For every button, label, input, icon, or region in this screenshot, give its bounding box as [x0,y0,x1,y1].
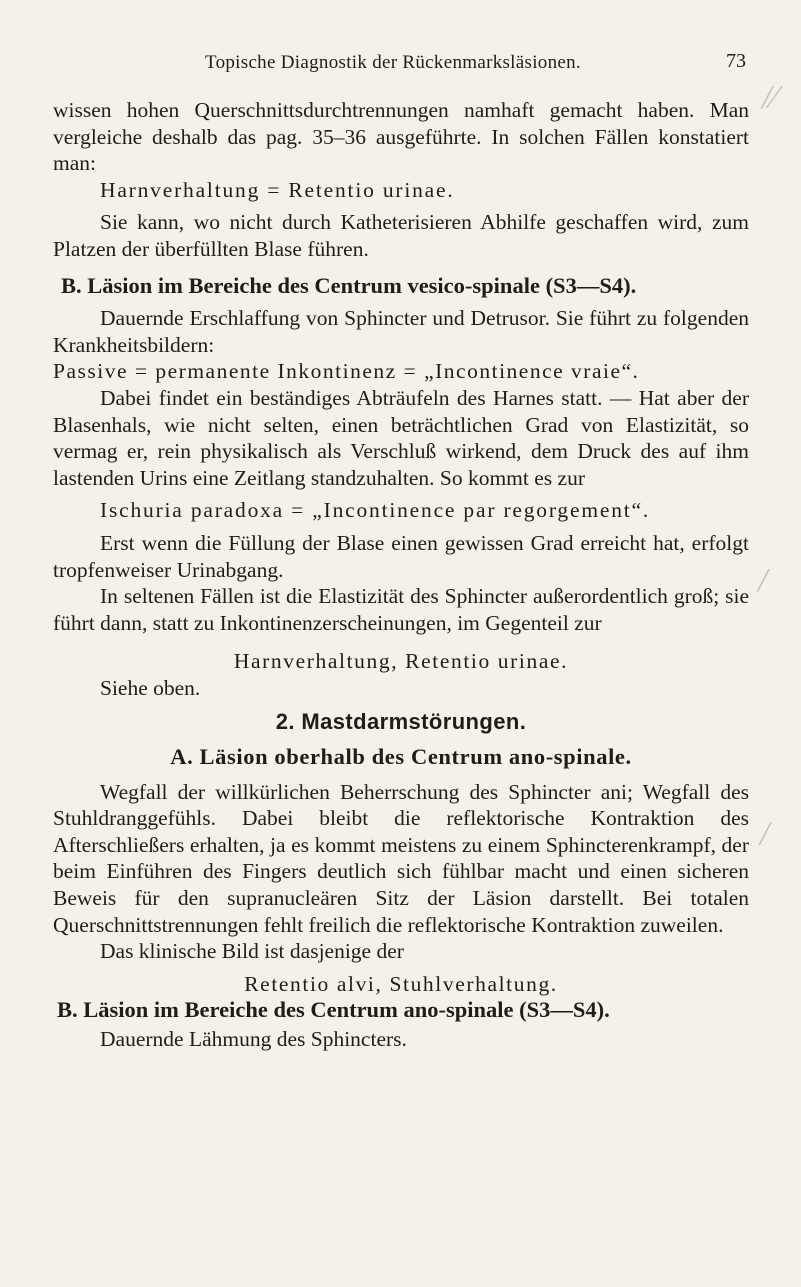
section-heading: B. Läsion im Bereiche des Centrum vesico-spinale (S3—S4). [61,272,637,298]
page-number: 73 [726,50,746,72]
page-header [0,52,801,82]
paragraph: In seltenen Fällen ist die Elastizität des Sphincter außerordentlich groß; sie führt dann, statt zu Inkontinenzerscheinungen, im Gegenteil zur [53,584,749,635]
paragraph: Das klinische Bild ist dasjenige der [100,939,404,964]
chapter-heading: 2. Mastdarmstörungen. [275,709,527,735]
paragraph: Siehe oben. [100,675,201,700]
formula-line: Ischuria paradoxa = „Incontinence par regorgement“. [100,498,651,523]
paragraph: Sie kann, wo nicht durch Katheterisieren Abhilfe geschaffen wird, zum Platzen der überfüllten Blase führen. [53,210,749,261]
formula-line: Passive = permanente Inkontinenz = „Incontinence vraie“. [53,359,640,384]
margin-pencil-mark: / [760,815,770,852]
section-heading: B. Läsion im Bereiche des Centrum ano-spinale (S3—S4). [57,997,610,1023]
formula-line: Harnverhaltung = Retentio urinae. [100,177,455,202]
section-heading: A. Läsion oberhalb des Centrum ano-spinale. [170,744,632,770]
paragraph: Dauernde Lähmung des Sphincters. [100,1027,407,1051]
formula-line: Retentio alvi, Stuhlverhaltung. [244,971,558,996]
paragraph: Erst wenn die Füllung der Blase einen gewissen Grad erreicht hat, erfolgt tropfenweiser Urinabgang. [53,530,749,582]
paragraph: wissen hohen Querschnittsdurchtrennungen namhaft gemacht haben. Man vergleiche deshalb das pag. 35–36 ausgeführte. In solchen Fällen konstatiert man: [53,98,749,176]
formula-line: Harnverhaltung, Retentio urinae. [233,649,569,674]
paragraph: Dabei findet ein beständiges Abträufeln des Harnes statt. — Hat aber der Blasenhals, wie nicht selten, einen beträchtlichen Grad von Elastizität, so vermag er, rein physikalisch als Verschluß wirkend, dem Druck des auf ihm lastenden Urins eine Zeitlang standzuhalten. So kommt es zur [53,385,749,490]
page-body [53,97,749,1053]
margin-pencil-mark: /⁄ [762,79,778,116]
margin-pencil-mark: / [758,562,768,599]
running-title: Topische Diagnostik der Rückenmarksläsionen. [205,52,581,73]
paragraph: Dauernde Erschlaffung von Sphincter und Detrusor. Sie führt zu folgenden Krankheitsbildern: [53,306,749,357]
paragraph: Wegfall der willkürlichen Beherrschung des Sphincter ani; Wegfall des Stuhldranggefühls. Dabei bleibt die reflektorische Kontraktion des Afterschließers erhalten, ja es kommt meistens zu einem Sphincterenkrampf, der beim Einführen des Fingers deutlich sich fühlbar macht und einen sicheren Beweis für den supranucleären Sitz der Läsion darstellt. Bei totalen Querschnittstrennungen fehlt freilich die reflektorische Kontraktion zuweilen. [53,779,749,937]
